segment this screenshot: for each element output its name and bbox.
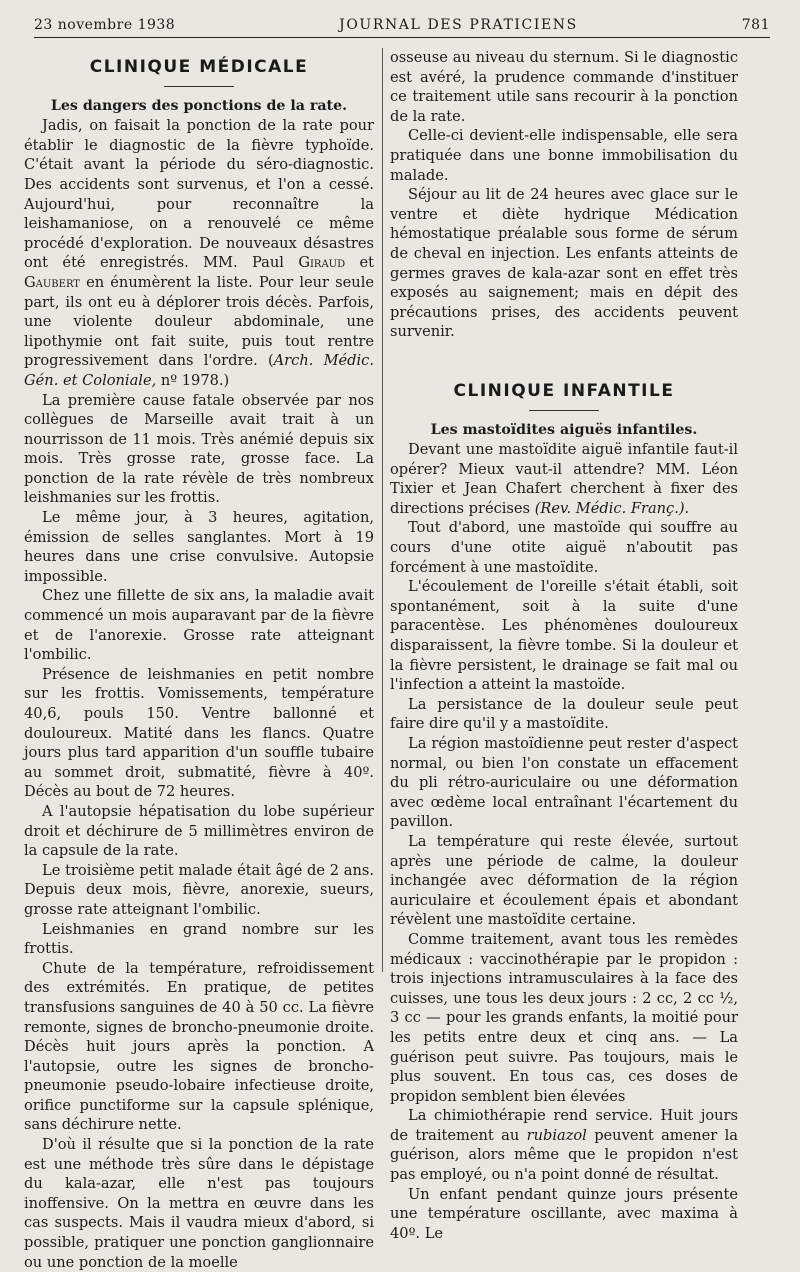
paragraph: La région mastoïdienne peut rester d'aspect normal, ou bien l'on constate un effacement du pli rétro-auriculaire ou une déformation avec œdème local entraînant l'écartement du pavillon. bbox=[390, 735, 738, 831]
paragraph: Un enfant pendant quinze jours présente une température oscillante, avec maxima à 40º. Le bbox=[390, 1185, 738, 1242]
title-rule bbox=[529, 410, 599, 411]
drug-name: rubiazol bbox=[526, 1126, 587, 1144]
header-journal-title: JOURNAL DES PRATICIENS bbox=[339, 17, 578, 33]
author-giraud: Giraud bbox=[298, 254, 346, 272]
paragraph: Comme traitement, avant tous les remèdes médicaux : vaccinothérapie par le propidon : trois injections intramusculaires à la face des cuisses, une tous les deux jours : 2 cc, 2 cc ½, 3 cc — pour les grands enfants, la moitié pour les petits entre deux et cinq ans. — La guérison peut suivre. Pas toujours, mais le plus souvent. En tous cas, ces doses de propidon semblent bien élevées bbox=[390, 930, 738, 1105]
section-title-clinique-medicale: CLINIQUE MÉDICALE bbox=[89, 57, 309, 77]
paragraph: La persistance de la douleur seule peut faire dire qu'il y a mastoïdite. bbox=[390, 695, 738, 733]
running-header bbox=[34, 12, 770, 38]
paragraph: D'où il résulte que si la ponction de la rate est une méthode très sûre dans le dépistage du kala-azar, elle n'est pas toujours inoffensive. On la mettra en œuvre dans les cas suspects. Mais il vaudra mieux d'abord, si possible, pratiquer une ponction ganglionnaire ou une ponction de la moelle bbox=[24, 1136, 374, 1271]
paragraph: Chute de la température, refroidissement des extrémités. En pratique, de petites transfusions sanguines de 40 à 50 cc. La fièvre remonte, signes de broncho-pneumonie droite. Décès huit jours après la ponction. A l'autopsie, outre les signes de broncho-pneumonie pseudo-lobaire infectieuse droite, orifice punctiforme sur la capsule splénique, sans déchirure nette. bbox=[24, 959, 374, 1134]
paragraph: Celle-ci devient-elle indispensable, elle sera pratiquée dans une bonne immobilisation du malade. bbox=[390, 127, 738, 184]
article-subtitle-mastoidites: Les mastoïdites aiguës infantiles. bbox=[430, 421, 698, 438]
paragraph: A l'autopsie hépatisation du lobe supérieur droit et déchirure de 5 millimètres environ de la capsule de la rate. bbox=[24, 802, 374, 860]
paragraph: L'écoulement de l'oreille s'était établi, soit spontanément, soit à la suite d'une paracentèse. Les phénomènes douloureux disparaissent, la fièvre tombe. Si la douleur et la fièvre persistent, le drainage se fait mal ou l'infection a atteint la mastoïde. bbox=[390, 578, 738, 694]
title-rule bbox=[164, 86, 234, 87]
paragraph: Présence de leishmanies en petit nombre sur les frottis. Vomissements, température 40,6, pouls 150. Ventre ballonné et douloureux. Matité dans les flancs. Quatre jours plus tard apparition d'un souffle tubaire au sommet droit, submatité, fièvre à 40º. Décès au bout de 72 heures. bbox=[24, 665, 374, 801]
paragraph: Tout d'abord, une mastoïde qui souffre au cours d'une otite aiguë n'aboutit pas forcément à une mastoïdite. bbox=[390, 519, 738, 576]
reference: Arch. Médic. Gén. et Coloniale, bbox=[24, 352, 374, 389]
paragraph: Devant une mastoïdite aiguë infantile faut-il opérer? Mieux vaut-il attendre? MM. Léon Tixier et Jean Chafert cherchent à fixer des directions précises (Rev. Médic. Franç.). bbox=[390, 441, 738, 517]
paragraph: osseuse au niveau du sternum. Si le diagnostic est avéré, la prudence commande d'instituer ce traitement utile sans recourir à la ponction de la rate. bbox=[390, 49, 738, 125]
header-page-number: 781 bbox=[741, 17, 770, 33]
author-gaubert: Gaubert bbox=[24, 273, 80, 291]
section-title-clinique-infantile: CLINIQUE INFANTILE bbox=[453, 380, 675, 401]
column-divider bbox=[382, 48, 383, 972]
article-subtitle-rate: Les dangers des ponctions de la rate. bbox=[50, 97, 348, 114]
right-column bbox=[390, 48, 738, 1242]
paragraph: Leishmanies en grand nombre sur les frottis. bbox=[24, 920, 374, 958]
paragraph: La première cause fatale observée par nos collègues de Marseille avait trait à un nourrisson de 11 mois. Très anémié depuis six mois. Très grosse rate, grosse face. La ponction de la rate révèle de très nombreux leishmanies sur les frottis. bbox=[24, 391, 374, 507]
left-column bbox=[24, 48, 375, 1271]
paragraph: Le même jour, à 3 heures, agitation, émission de selles sanglantes. Mort à 19 heures dans une crise convulsive. Autopsie impossible. bbox=[24, 509, 374, 585]
paragraph: Séjour au lit de 24 heures avec glace sur le ventre et diète hydrique Médication hémostatique préalable sous forme de sérum de cheval en injection. Les enfants atteints de germes graves de kala-azar sont en effet très exposés au saignement; mais en dépit des précautions prises, des accidents peuvent survenir. bbox=[390, 186, 738, 341]
paragraph: Le troisième petit malade était âgé de 2 ans. Depuis deux mois, fièvre, anorexie, sueurs, grosse rate atteignant l'ombilic. bbox=[24, 861, 374, 918]
paragraph: Chez une fillette de six ans, la maladie avait commencé un mois auparavant par de la fièvre et de l'anorexie. Grosse rate atteignant l'ombilic. bbox=[24, 587, 374, 664]
reference: (Rev. Médic. Franç.). bbox=[534, 499, 690, 517]
paragraph: La température qui reste élevée, surtout après une période de calme, la douleur inchangée avec déformation de la région auriculaire et écoulement épais et abondant révèlent une mastoïdite certaine. bbox=[390, 832, 738, 929]
header-date: 23 novembre 1938 bbox=[34, 17, 176, 33]
paragraph: La chimiothérapie rend service. Huit jours de traitement au rubiazol peuvent amener la guérison, alors même que le propidon n'est pas employé, ou n'a point donné de résultat. bbox=[390, 1107, 738, 1184]
paragraph: Jadis, on faisait la ponction de la rate pour établir le diagnostic de la fièvre typhoïde. C'était avant la période du séro-diagnostic. Des accidents sont survenus, et l'on a cessé. Aujourd'hui, pour reconnaître la leishamaniose, on a renouvelé ce même procédé d'exploration. De nouveaux désastres ont été enregistrés. MM. Paul Giraud et Gaubert en énumèrent la liste. Pour leur seule part, ils ont eu à déplorer trois décès. Parfois, une violente douleur abdominale, une lipothymie ont fait suite, puis tout rentre progressivement dans l'ordre. (Arch. Médic. Gén. et Coloniale, nº 1978.) bbox=[24, 117, 375, 389]
